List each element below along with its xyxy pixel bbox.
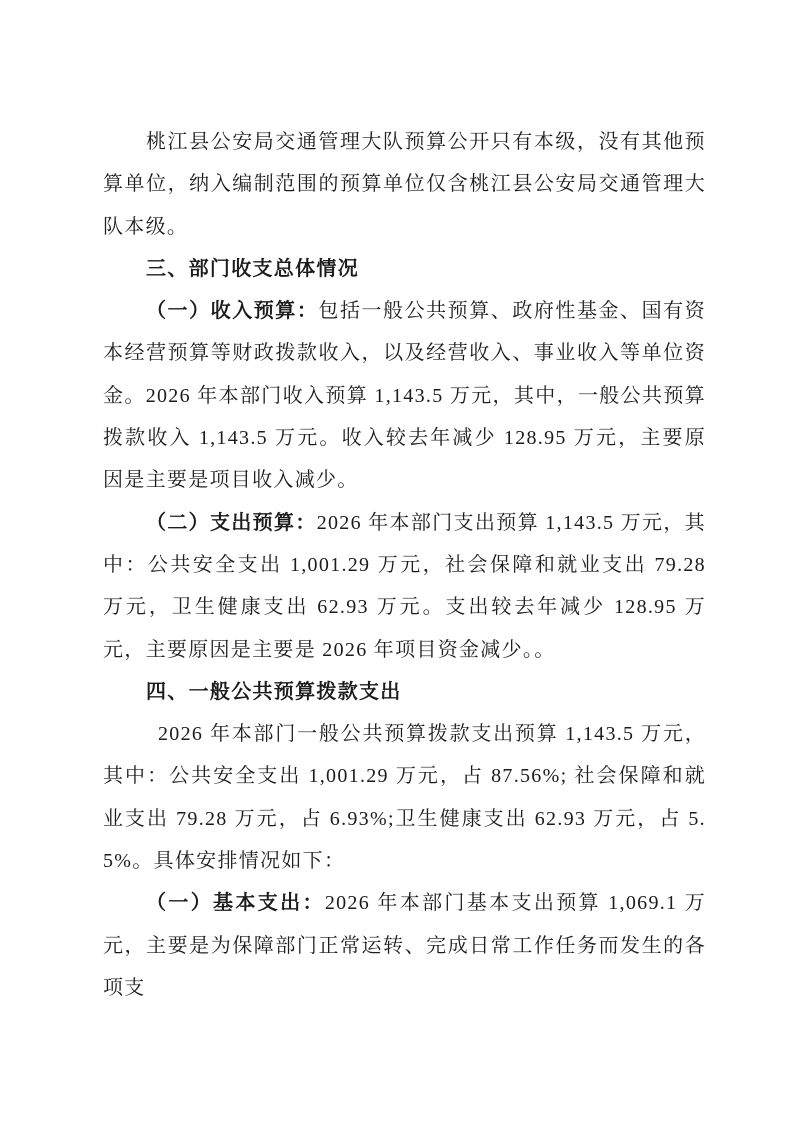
paragraph-text: 2026 年本部门基本支出预算 1,069.1 万元，主要是为保障部门正常运转、完成日常工作任务而发生的各项支 (103, 892, 707, 999)
paragraph-text: 桃江县公安局交通管理大队预算公开只有本级，没有其他预算单位，纳入编制范围的预算单位仅含桃江县公安局交通管理大队本级。 (103, 131, 706, 238)
paragraph-lead: （二）支出预算： (146, 511, 317, 534)
paragraph-text: 2026 年本部门一般公共预算拨款支出预算 1,143.5 万元，其中：公共安全支出 1,001.29 万元，占 87.56%; 社会保障和就业支出 79.28 万元，占 6.93%;卫生健康支出 62.93 万元，占 5.5%。具体安排情况如下： (103, 723, 706, 873)
paragraph-lead: （一）基本支出： (146, 892, 325, 915)
heading-text: 三、部门收支总体情况 (146, 257, 359, 280)
section-heading-4 (103, 671, 706, 713)
paragraph-basic-expenditure (103, 882, 706, 1009)
paragraph-public-budget-detail (103, 713, 706, 882)
section-heading-3 (103, 248, 706, 290)
paragraph-income-budget (103, 290, 706, 501)
paragraph-budget-scope (103, 121, 706, 248)
paragraph-text: 2026 年本部门支出预算 1,143.5 万元，其中：公共安全支出 1,001.29 万元，社会保障和就业支出 79.28 万元，卫生健康支出 62.93 万元。支出较去年减少 128.95 万元，主要原因是主要是 2026 年项目资金减少。。 (103, 511, 706, 661)
paragraph-text: 包括一般公共预算、政府性基金、国有资本经营预算等财政拨款收入，以及经营收入、事业收入等单位资金。2026 年本部门收入预算 1,143.5 万元，其中，一般公共预算拨款收入 1,143.5 万元。收入较去年减少 128.95 万元，主要原因是主要是项目收入减少。 (103, 300, 706, 492)
document-body (103, 121, 706, 1009)
heading-text: 四、一般公共预算拨款支出 (146, 680, 402, 703)
paragraph-lead: （一）收入预算： (146, 300, 319, 323)
paragraph-expenditure-budget (103, 502, 706, 671)
